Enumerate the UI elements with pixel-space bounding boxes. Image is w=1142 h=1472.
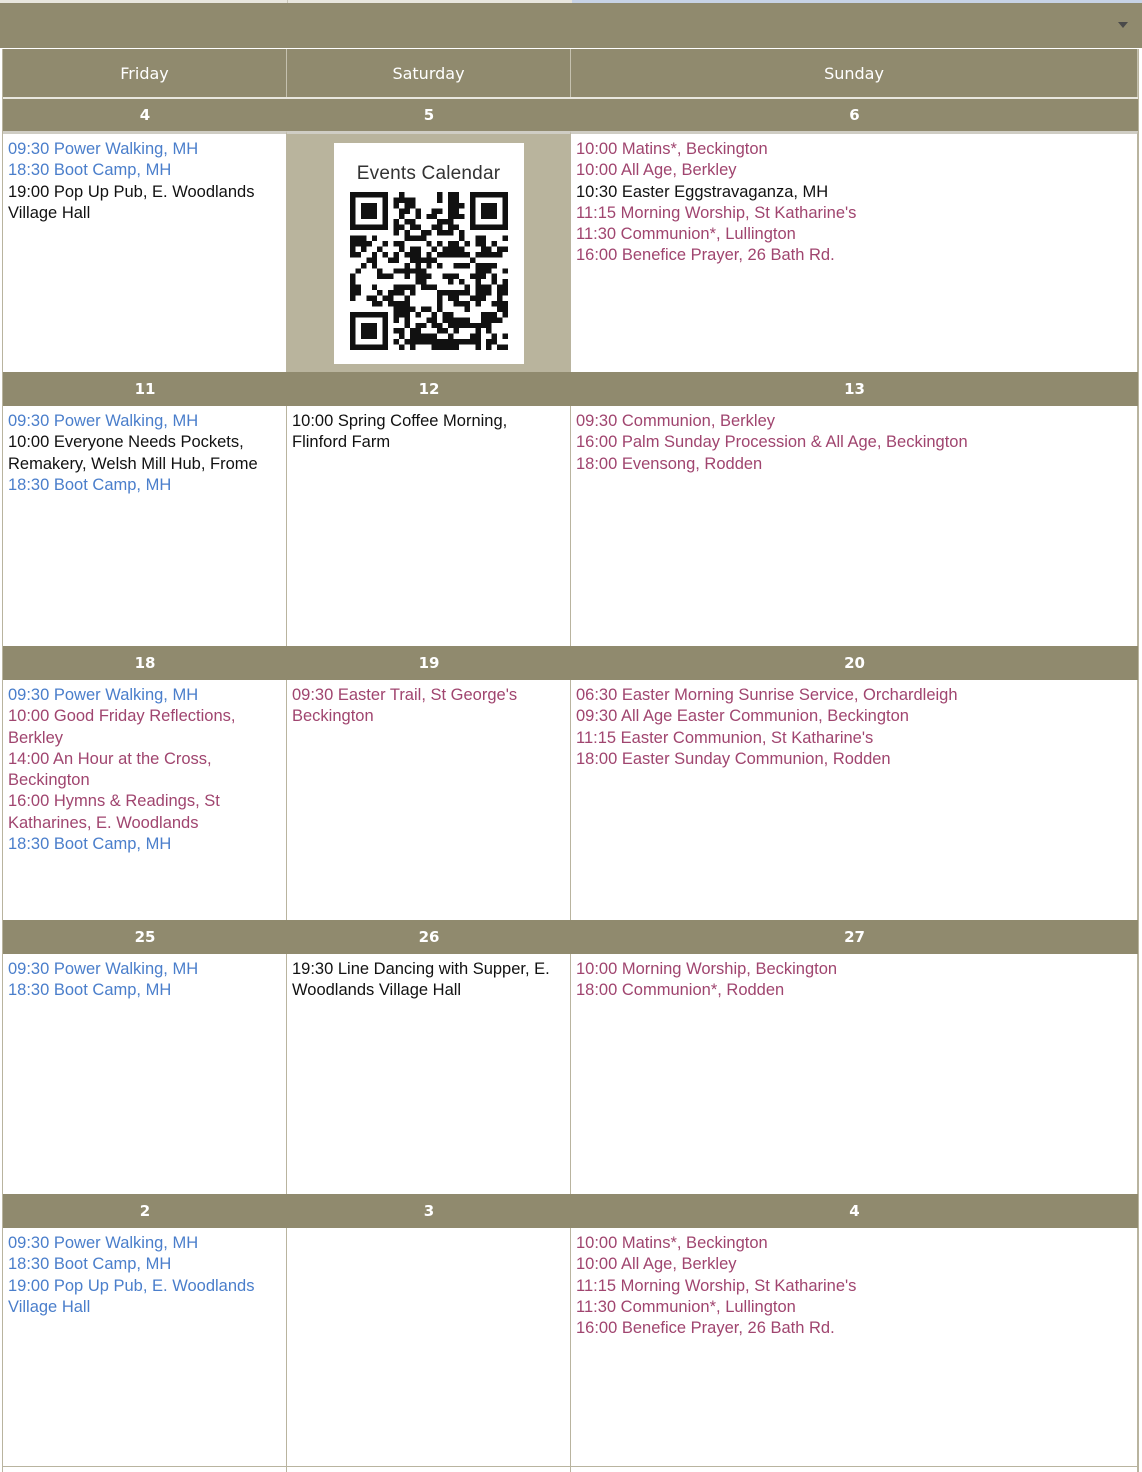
grid-right-edge — [1138, 49, 1142, 1472]
event-entry[interactable]: 16:00 Benefice Prayer, 26 Bath Rd. — [576, 246, 835, 265]
qr-code-icon — [350, 192, 508, 350]
day-cell-saturday[interactable] — [287, 680, 571, 920]
event-entry[interactable]: 19:00 Pop Up Pub, E. Woodlands Village Hall — [8, 1276, 255, 1316]
next-week-row-start — [3, 1466, 1138, 1472]
event-entry[interactable]: 14:00 An Hour at the Cross, Beckington — [8, 749, 212, 790]
event-entry[interactable]: 09:30 Easter Trail, St George's Beckington — [292, 686, 518, 726]
event-entry[interactable]: 09:30 Power Walking, MH — [8, 960, 199, 978]
day-cell-friday[interactable] — [3, 131, 287, 372]
toolbar-strip-right — [572, 0, 1142, 3]
event-entry[interactable]: 18:30 Boot Camp, MH — [8, 161, 172, 180]
next-week-cell — [287, 1466, 571, 1472]
date-number-sunday: 27 — [571, 920, 1138, 954]
qr-card[interactable] — [334, 143, 524, 364]
event-entry[interactable]: 11:15 Morning Worship, St Katharine's — [576, 203, 857, 222]
event-entry[interactable]: 11:30 Communion*, Lullington — [576, 1297, 796, 1316]
day-header-saturday: Saturday — [287, 49, 571, 97]
event-entry[interactable]: 10:00 Spring Coffee Morning, Flinford Farm — [292, 412, 508, 452]
day-header-friday: Friday — [3, 49, 287, 97]
event-entry[interactable]: 10:00 Matins*, Beckington — [576, 140, 768, 158]
day-cell-sunday[interactable] — [571, 1228, 1138, 1469]
day-cell-saturday[interactable] — [287, 131, 571, 372]
event-entry[interactable]: 11:15 Morning Worship, St Katharine's — [576, 1276, 857, 1295]
event-entry[interactable]: 09:30 Communion, Berkley — [576, 412, 776, 430]
event-entry[interactable]: 18:00 Evensong, Rodden — [576, 454, 763, 473]
next-week-cell — [571, 1466, 1138, 1472]
event-entry[interactable]: 18:30 Boot Camp, MH — [8, 475, 172, 494]
day-header-sunday: Sunday — [571, 49, 1138, 97]
day-cell-sunday[interactable] — [571, 954, 1138, 1194]
event-entry[interactable]: 09:30 Power Walking, MH — [8, 686, 199, 704]
date-number-saturday: 12 — [287, 372, 571, 406]
day-cell-sunday[interactable] — [571, 406, 1138, 646]
event-entry[interactable]: 18:30 Boot Camp, MH — [8, 835, 172, 854]
event-entry[interactable]: 16:00 Benefice Prayer, 26 Bath Rd. — [576, 1319, 835, 1338]
date-number-friday: 11 — [3, 372, 287, 406]
day-cell-sunday[interactable] — [571, 680, 1138, 920]
day-cell-friday[interactable] — [3, 954, 287, 1194]
next-week-cell — [3, 1466, 287, 1472]
event-entry[interactable]: 09:30 Power Walking, MH — [8, 412, 199, 430]
toolbar-divider — [287, 0, 288, 3]
event-entry[interactable]: 09:30 Power Walking, MH — [8, 140, 199, 158]
event-entry[interactable]: 10:00 Good Friday Reflections, Berkley — [8, 707, 236, 747]
date-number-sunday: 20 — [571, 646, 1138, 680]
day-cell-saturday[interactable] — [287, 1228, 571, 1469]
day-cell-friday[interactable] — [3, 406, 287, 646]
event-entry[interactable]: 19:30 Line Dancing with Supper, E. Woodlands Village Hall — [292, 960, 550, 1000]
event-entry[interactable]: 19:00 Pop Up Pub, E. Woodlands Village Hall — [8, 182, 255, 222]
event-entry[interactable]: 18:00 Communion*, Rodden — [576, 981, 785, 1000]
date-number-saturday: 5 — [287, 97, 571, 131]
date-number-sunday: 4 — [571, 1194, 1138, 1228]
date-number-sunday: 6 — [571, 97, 1138, 131]
event-entry[interactable]: 10:30 Easter Eggstravaganza, MH — [576, 182, 829, 201]
date-number-saturday: 3 — [287, 1194, 571, 1228]
event-entry[interactable]: 16:00 Hymns & Readings, St Katharines, E. Woodlands — [8, 792, 220, 832]
event-entry[interactable]: 18:30 Boot Camp, MH — [8, 1255, 172, 1274]
toolbar-strip-left — [0, 0, 572, 3]
event-entry[interactable]: 10:00 Everyone Needs Pockets, Remakery, Welsh Mill Hub, Frome — [8, 433, 258, 473]
day-cell-friday[interactable] — [3, 1228, 287, 1469]
event-entry[interactable]: 11:30 Communion*, Lullington — [576, 225, 796, 244]
event-entry[interactable]: 09:30 All Age Easter Communion, Beckington — [576, 707, 909, 726]
event-entry[interactable]: 09:30 Power Walking, MH — [8, 1234, 199, 1252]
event-entry[interactable]: 16:00 Palm Sunday Procession & All Age, Beckington — [576, 433, 968, 452]
day-cell-saturday[interactable] — [287, 954, 571, 1194]
day-cell-sunday[interactable] — [571, 131, 1138, 372]
calendar-toolbar — [0, 0, 1142, 48]
event-entry[interactable]: 10:00 All Age, Berkley — [576, 161, 737, 180]
date-number-friday: 18 — [3, 646, 287, 680]
day-cell-friday[interactable] — [3, 680, 287, 920]
date-number-friday: 25 — [3, 920, 287, 954]
date-number-saturday: 26 — [287, 920, 571, 954]
date-number-saturday: 19 — [287, 646, 571, 680]
date-number-friday: 2 — [3, 1194, 287, 1228]
calendar-grid — [3, 49, 1138, 1469]
dropdown-arrow-icon[interactable] — [1118, 22, 1128, 28]
event-entry[interactable]: 18:30 Boot Camp, MH — [8, 981, 172, 1000]
qr-title: Events Calendar — [356, 163, 501, 184]
event-entry[interactable]: 10:00 All Age, Berkley — [576, 1255, 737, 1274]
date-number-friday: 4 — [3, 97, 287, 131]
event-entry[interactable]: 10:00 Matins*, Beckington — [576, 1234, 768, 1252]
event-entry[interactable]: 18:00 Easter Sunday Communion, Rodden — [576, 749, 891, 768]
day-cell-saturday[interactable] — [287, 406, 571, 646]
date-number-sunday: 13 — [571, 372, 1138, 406]
event-entry[interactable]: 11:15 Easter Communion, St Katharine's — [576, 728, 874, 747]
event-entry[interactable]: 10:00 Morning Worship, Beckington — [576, 960, 838, 978]
event-entry[interactable]: 06:30 Easter Morning Sunrise Service, Orchardleigh — [576, 686, 958, 704]
